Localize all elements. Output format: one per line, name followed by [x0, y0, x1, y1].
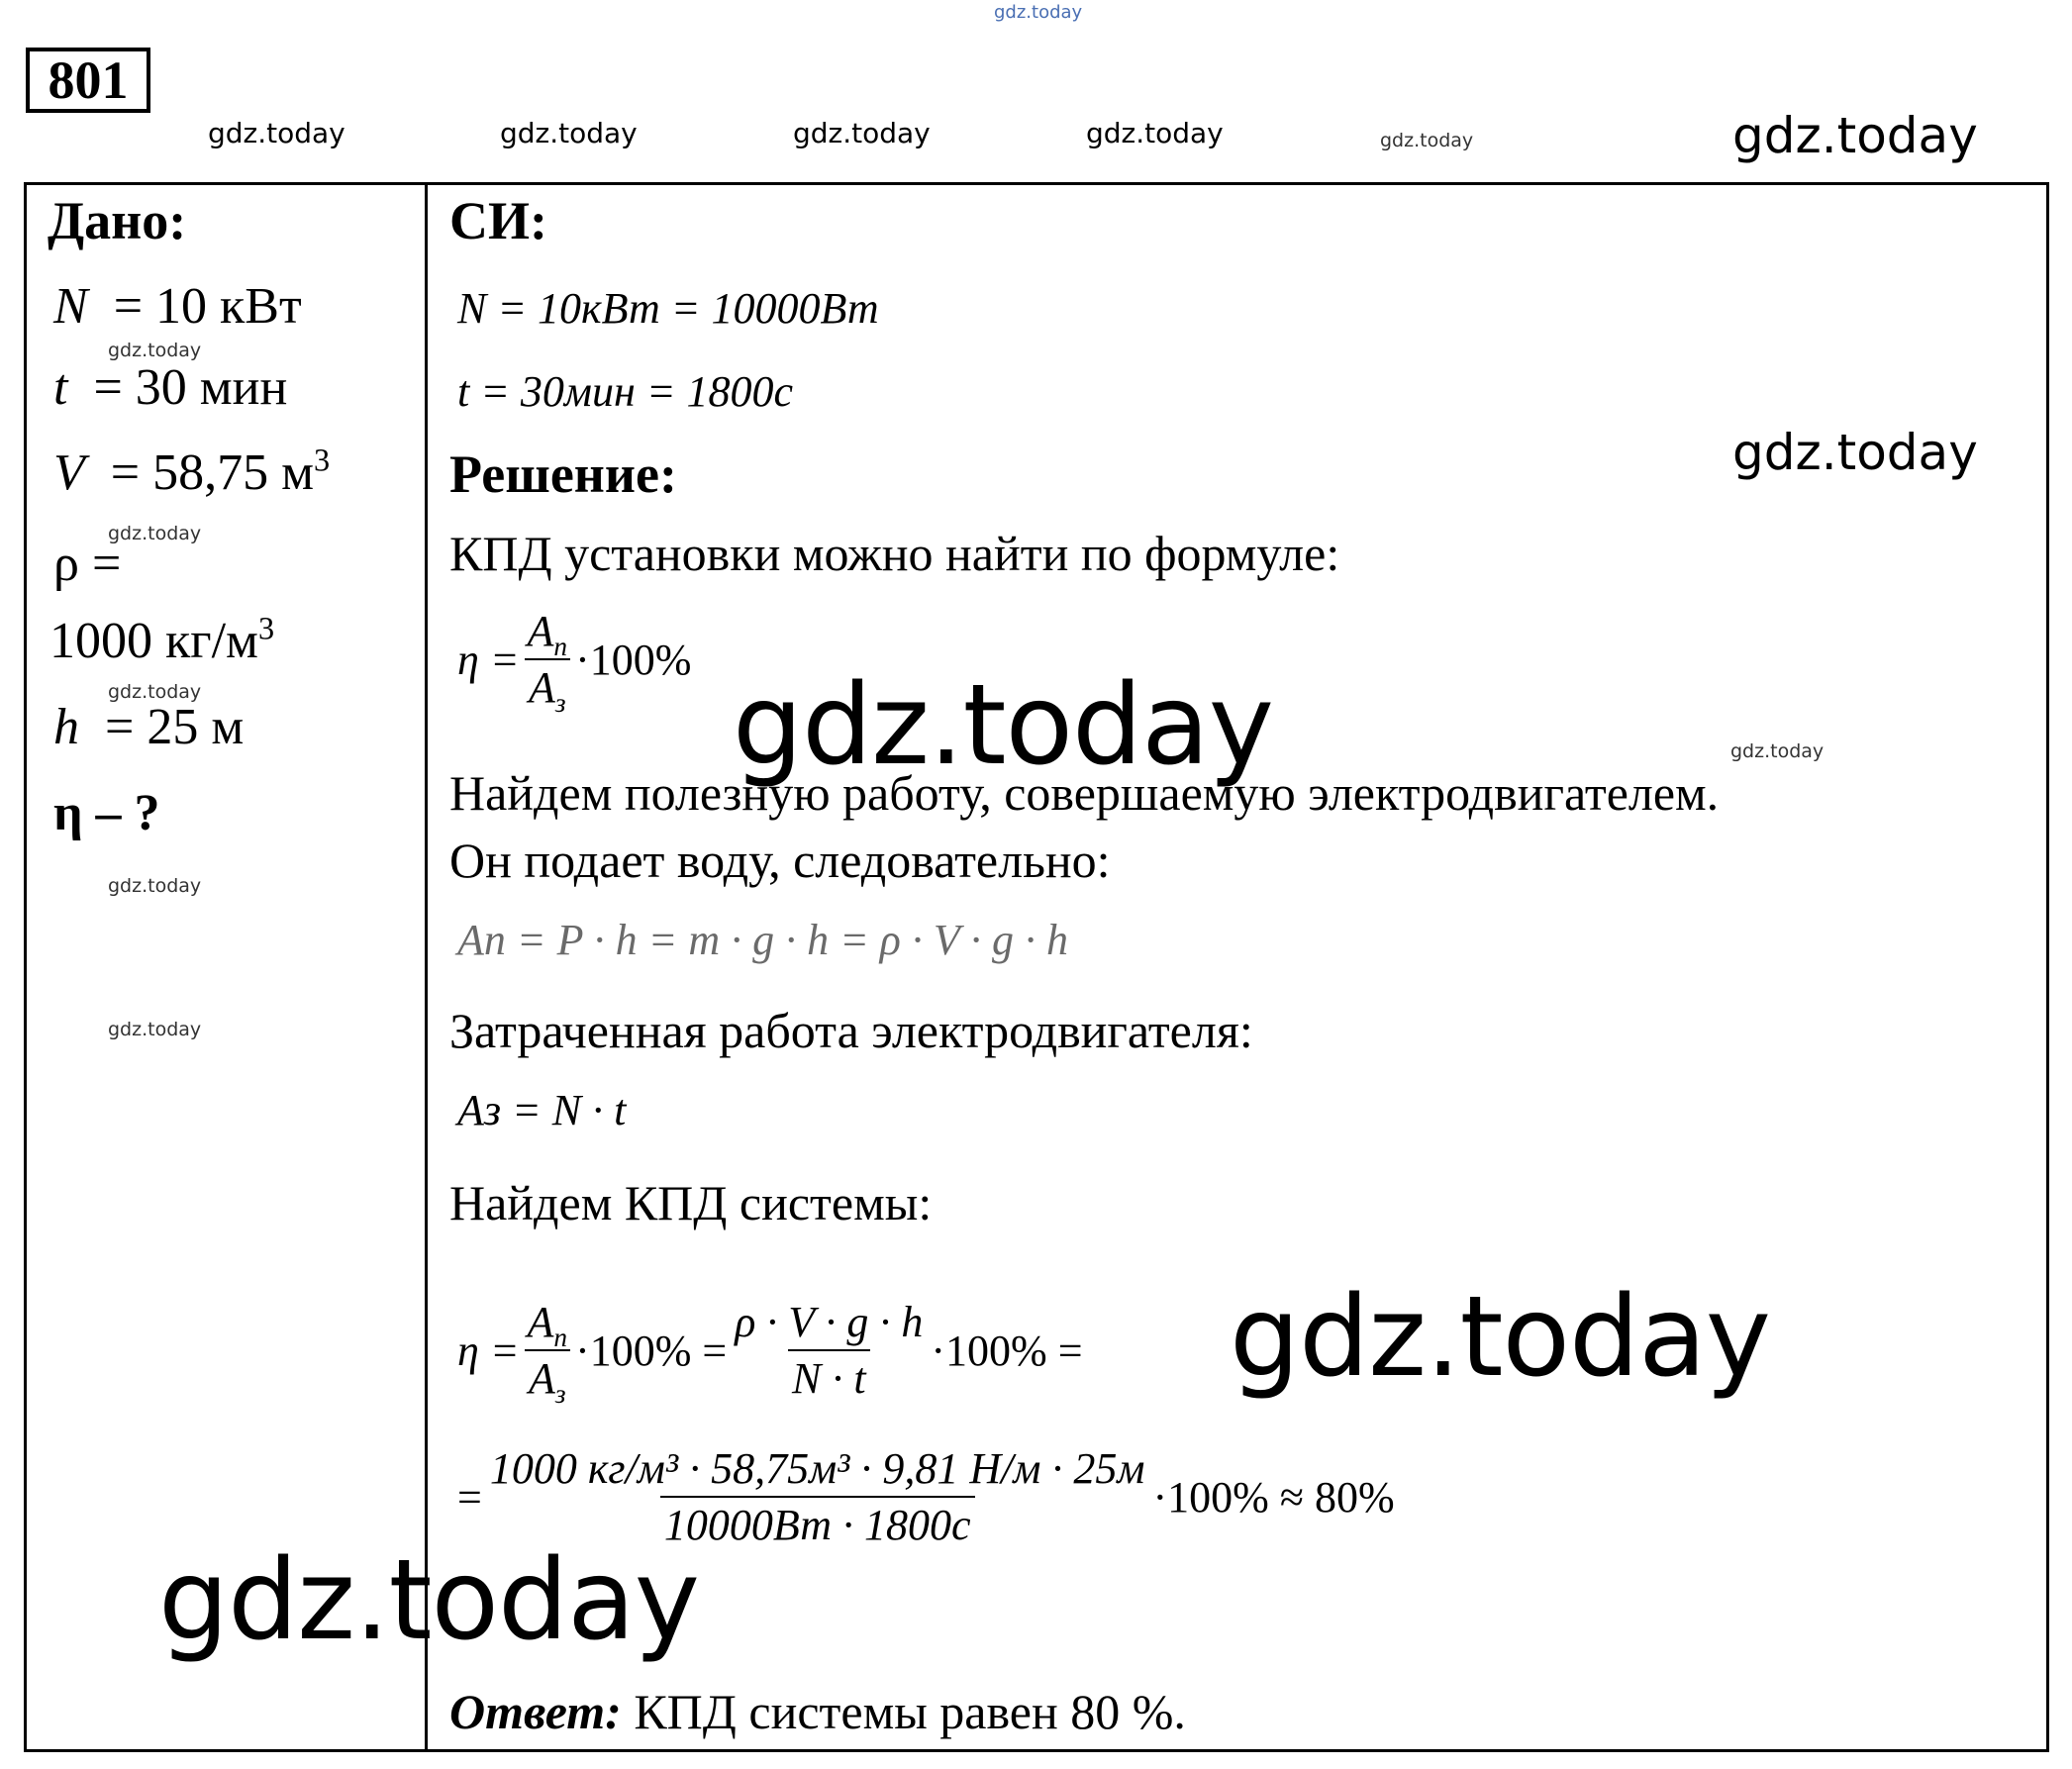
solution-line-3: Он подает воду, следовательно:	[449, 833, 1111, 888]
given-time: t = 30 мин	[53, 359, 288, 416]
formula-calculation: = $\frac{\text{1000 кг/м³ · 58,75м³ · 9,81 Н/м · 25м}}{10000Вт \cdot 1800с}$ ·100% ≈ 80%	[457, 1444, 1395, 1549]
given-density-symbol: ρ =	[53, 536, 122, 592]
given-find: η – ?	[53, 785, 160, 841]
watermark: gdz.today	[108, 523, 202, 544]
column-divider	[425, 182, 428, 1752]
task-number: 801	[26, 48, 150, 113]
watermark: gdz.today	[108, 1019, 202, 1040]
solution-heading: Решение:	[449, 444, 677, 504]
watermark: gdz.today	[1732, 424, 1978, 481]
watermark-top: gdz.today	[994, 2, 1083, 23]
formula-useful-work: Aп = P · h = m · g · h = ρ · V · g · h	[457, 916, 1069, 964]
watermark: gdz.today	[208, 117, 345, 149]
solution-line-2: Найдем полезную работу, совершаемую электродвигателем.	[449, 765, 1720, 821]
watermark: gdz.today	[733, 661, 1274, 790]
si-time: t = 30мин = 1800с	[457, 367, 794, 416]
watermark: gdz.today	[793, 117, 931, 149]
watermark: gdz.today	[108, 340, 202, 361]
given-density-value: 1000 $кг/м^3$	[49, 610, 275, 669]
watermark: gdz.today	[1732, 107, 1978, 164]
answer-text: КПД системы равен 80 %.	[634, 1684, 1186, 1739]
solution-line-4: Затраченная работа электродвигателя:	[449, 1003, 1253, 1058]
given-power: N = 10 кВт	[53, 278, 302, 335]
given-heading: Дано:	[48, 191, 187, 250]
si-heading: СИ:	[449, 191, 547, 250]
given-volume: V = 58,75 $м^3$	[53, 442, 331, 501]
si-power: N = 10кВт = 10000Вт	[457, 284, 879, 333]
watermark: gdz.today	[1730, 740, 1825, 762]
answer-label: Ответ:	[449, 1684, 622, 1739]
formula-spent-work: Aз = N · t	[457, 1086, 627, 1134]
watermark: gdz.today	[158, 1536, 700, 1665]
watermark: gdz.today	[500, 117, 638, 149]
watermark: gdz.today	[108, 681, 202, 703]
watermark: gdz.today	[1086, 117, 1224, 149]
solution-line-5: Найдем КПД системы:	[449, 1175, 933, 1230]
given-height: h = 25 м	[53, 699, 245, 755]
watermark: gdz.today	[108, 875, 202, 897]
watermark: gdz.today	[1230, 1273, 1771, 1402]
formula-efficiency-expanded: η = $\frac{A_п}{A_з}$ ·100% = $\frac{\rho \cdot V \cdot g \cdot h}{N \cdot t}$ ·100% =	[457, 1298, 1083, 1409]
formula-efficiency: η = $\frac{A_п}{A_з}$ ·100%	[457, 607, 692, 718]
answer	[449, 1683, 1186, 1740]
watermark: gdz.today	[1380, 130, 1474, 151]
solution-line-1: КПД установки можно найти по формуле:	[449, 526, 1340, 581]
